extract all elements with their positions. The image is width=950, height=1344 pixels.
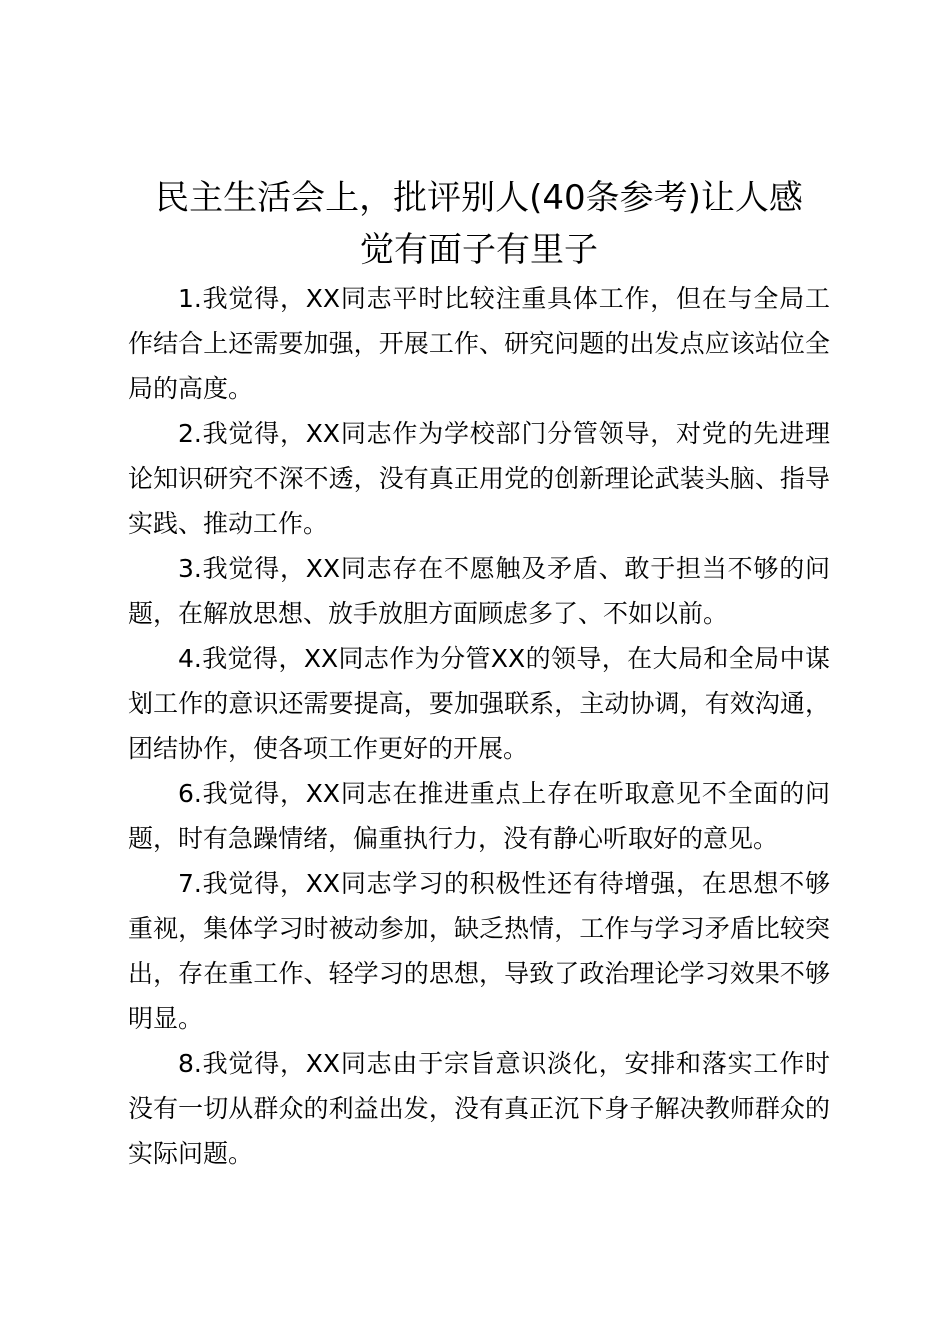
paragraph-8: 8.我觉得，XX同志由于宗旨意识淡化，安排和落实工作时没有一切从群众的利益出发，没有真正沉下身子解决教师群众的实际问题。 xyxy=(128,1049,830,1168)
document-title xyxy=(114,172,844,276)
paragraph-3: 3.我觉得，XX同志存在不愿触及矛盾、敢于担当不够的问题，在解放思想、放手放胆方面顾虑多了、不如以前。 xyxy=(128,554,830,628)
paragraph-7: 7.我觉得，XX同志学习的积极性还有待增强，在思想不够重视，集体学习时被动参加，缺乏热情，工作与学习矛盾比较突出，存在重工作、轻学习的思想，导致了政治理论学习效果不够明显。 xyxy=(128,869,830,1033)
paragraph-2: 2.我觉得，XX同志作为学校部门分管领导，对党的先进理论知识研究不深不透，没有真正用党的创新理论武装头脑、指导实践、推动工作。 xyxy=(128,419,830,538)
document-page xyxy=(128,172,830,1176)
paragraph-4: 4.我觉得，XX同志作为分管XX的领导，在大局和全局中谋划工作的意识还需要提高，要加强联系，主动协调，有效沟通，团结协作，使各项工作更好的开展。 xyxy=(128,644,830,763)
paragraph-6: 6.我觉得，XX同志在推进重点上存在听取意见不全面的问题，时有急躁情绪，偏重执行力，没有静心听取好的意见。 xyxy=(128,779,830,853)
paragraph-1: 1.我觉得，XX同志平时比较注重具体工作，但在与全局工作结合上还需要加强，开展工作、研究问题的出发点应该站位全局的高度。 xyxy=(128,284,830,403)
title-line-2: 觉有面子有里子 xyxy=(360,230,598,270)
title-line-1: 民主生活会上，批评别人(40条参考)让人感 xyxy=(155,178,803,218)
